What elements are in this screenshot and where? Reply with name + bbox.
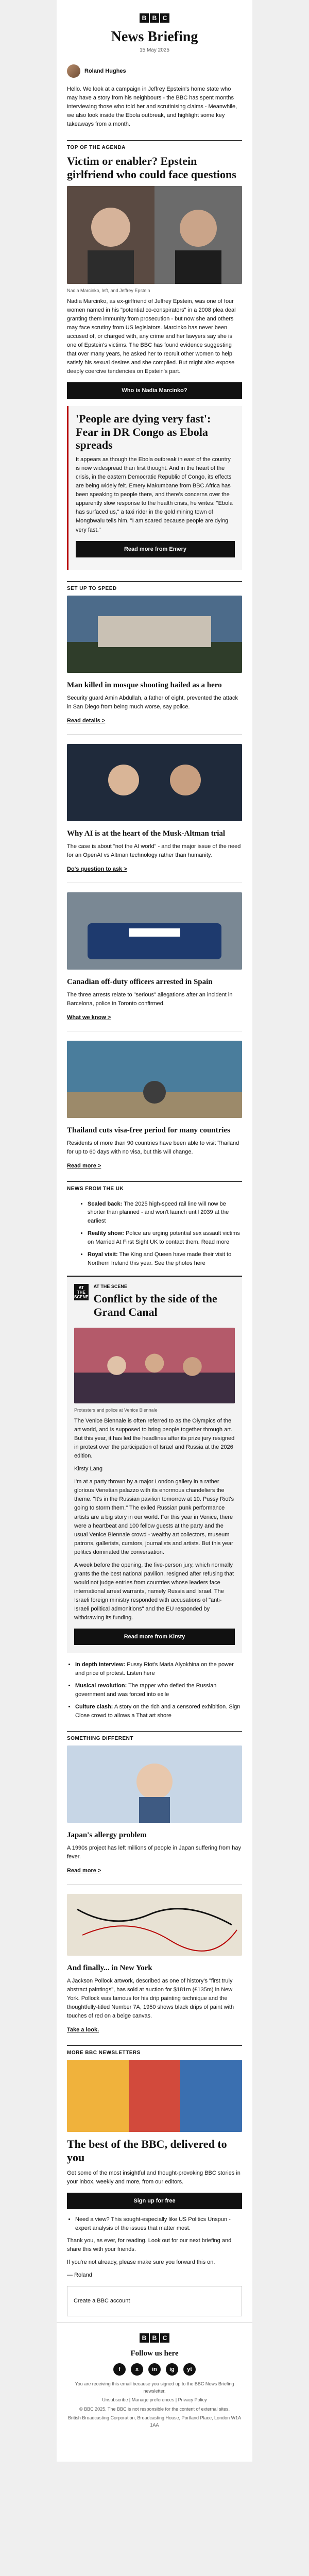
quick4-body: Residents of more than 90 countries have been able to visit Thailand for up to 60 days with no visa, but this will change. [67,1140,239,1155]
footer [57,2323,252,2441]
quick4-headline[interactable]: Thailand cuts visa-free period for many countries [67,1126,230,1134]
list-item-text: Pussy Riot's Maria Alyokhina on the power and price of protest. Listen here [75,1662,234,1676]
inset-body3: A week before the opening, the five-person jury, which normally grants the the best national pavilion, resigned after refusing that would not judge entries from countries whose leaders face international arrest warrants, namely Russia and Israel. The Israeli foreign ministry responded with accusations of "anti-Israeli political admonitions" and the EU responded by withdrawing its funding. [74,1562,234,1621]
quick3-image[interactable] [67,892,242,970]
footer-fine-3: © BBC 2025. The BBC is not responsible for the content of external sites. [79,2406,230,2412]
quick3-headline[interactable]: Canadian off-duty officers arrested in Spain [67,977,213,986]
promo-headline: The best of the BBC, delivered to you [67,2138,227,2164]
inset-tag: AT THE SCENE [93,1284,127,1290]
x-icon[interactable]: x [131,2363,143,2376]
logo-letter-c: C [160,2333,169,2343]
newsletter-date: 15 May 2025 [140,47,169,53]
follow-heading: Follow us here [130,2349,179,2358]
list-item[interactable] [75,1703,242,1720]
list-item-lead: Culture clash: [75,1704,113,1710]
footer-fine-4: British Broadcasting Corporation, Broadcasting House, Portland Place, London W1A 1AA [67,2415,242,2428]
account-promo-label: Create a BBC account [74,2298,130,2304]
more-bullets [67,1660,242,1720]
signoff-name: — Roland [67,2272,92,2279]
promo-signup-button[interactable]: Sign up for free [67,2193,242,2209]
section-label-uk: NEWS FROM THE UK [67,1181,242,1192]
facebook-icon[interactable]: f [113,2363,126,2376]
instagram-icon[interactable]: ig [166,2363,178,2376]
story1-image[interactable] [67,186,242,284]
inset-button[interactable]: Read more from Kirsty [74,1629,235,1645]
promo-image[interactable] [67,2060,242,2132]
story2-box [67,406,242,569]
divider [67,1884,242,1885]
list-item[interactable]: • Need a view? This sought-especially like US Politics Unspun - expert analysis of the issues that matter most. [75,2215,242,2232]
different-body: A 1990s project has left millions of people in Japan suffering from hay fever. [67,1845,241,1860]
quick1-body: Security guard Amin Abdullah, a father of eight, prevented the attack in San Diego from being much worse, say police. [67,694,238,710]
finally-headline[interactable]: And finally... in New York [67,1964,152,1973]
list-item-lead: Reality show: [88,1230,124,1237]
quick3-body: The three arrests relate to "serious" allegations after an incident in Barcelona, police in Toronto confirmed. [67,991,233,1007]
list-item-text: Police are urging potential sex assault victims on Married At First Sight UK to contact them. Read more [88,1230,240,1245]
inset-header-text [94,1284,235,1324]
author-avatar [67,64,80,78]
youtube-icon[interactable]: yt [183,2363,196,2376]
quick1-link[interactable]: Read details > [67,717,106,724]
list-item-text: The 2025 high-speed rail line will now be shorter than planned - and won't launch until 2039 at the earliest [88,1200,229,1224]
quick2-headline[interactable]: Why AI is at the heart of the Musk-Altman trial [67,829,226,838]
linkedin-icon[interactable]: in [148,2363,161,2376]
inset-body1: The Venice Biennale is often referred to as the Olympics of the art world, and is supposed to bring people together through art. But this year, it has led the headlines after its prize jury resigned in protest over the participation of Israel and Russia at the 2026 edition. [74,1418,235,1460]
list-item-lead: Scaled back: [88,1200,123,1207]
quick2-image[interactable] [67,744,242,821]
inset-byline: Kirsty Lang [74,1466,103,1472]
inset-image[interactable] [74,1328,235,1403]
story1-caption: Nadia Marcinko, left, and Jeffrey Epstein [67,287,150,293]
finally-body: A Jackson Pollock artwork, described as one of history's "first truly abstract paintings", has sold at auction for $181m (£135m) in New York. Pollock was famous for his drip painting technique and the thoughtfully-titled Number 7A, 1950 shows black drips of paint with touches of red on a beige canvas. [67,1978,234,2020]
at-the-scene-logo: AT THE SCENE [74,1284,89,1300]
extras-list [67,2215,242,2232]
story2-body: It appears as though the Ebola outbreak in east of the country is now widespread than first thought. And in the heart of the crisis, in the eastern Democratic Republic of Congo, its effects are being widely felt. Emery Makumbane from BBC Africa has been speaking to people there, and there's concerns over the apparently slow response to the health crisis, he writes: "Ebola has surfaced us," a taxi rider in the gold mining town of Mongbwalu tells him. "I am scared because people are dying very fast." [76,456,233,533]
logo-letter-c: C [160,13,169,23]
signoff-p2: If you're not already, please make sure you forward this on. [67,2259,215,2266]
quick3-link[interactable]: What we know > [67,1014,111,1021]
list-item[interactable] [75,1660,242,1677]
different-link[interactable]: Read more > [67,1868,101,1874]
footer-fine-1: You are receiving this email because you signed up to the BBC News Briefing newsletter. [75,2381,234,2394]
inset-header [74,1284,235,1324]
section-label-speed: SET UP TO SPEED [67,581,242,591]
section-label-different: SOMETHING DIFFERENT [67,1731,242,1741]
account-promo[interactable] [67,2286,242,2316]
logo-letter-b2: B [150,13,159,23]
story1-headline[interactable]: Victim or enabler? Epstein girlfriend who could face questions [67,155,236,181]
author-name: Roland Hughes [84,68,126,74]
list-item[interactable] [88,1200,242,1226]
list-item[interactable] [88,1229,242,1246]
divider [67,734,242,735]
quick1-image[interactable] [67,596,242,673]
at-the-scene-inset [67,1276,242,1653]
inset-body2: I'm at a party thrown by a major London gallery in a rather glorious Venetian palazzo with its enormous chandeliers the theme. "It's in the Russian pavilion tomorrow at 10. Pussy Riot's going to storm them." The exiled Russian punk performance artists are a big story in our world. For this year in Venice, there were a heartbeat and 100 fellow guests at the party and the usual Venice Biennale crowd - wealthy art collectors, museum patrons, gallerists, curators, journalists and artists. But this year politics dominated the conversation. [74,1479,234,1555]
list-item-lead: Musical revolution: [75,1683,127,1689]
story2-button[interactable]: Read more from Emery [76,541,235,557]
masthead [57,0,252,58]
social-links [67,2363,242,2376]
intro-paragraph: Hello. We look at a campaign in Jeffrey Epstein's home state who may have a story from his neighbours - the BBC has spent months interviewing those who told her and scrutinising claims - Meanwhile, we also look inside the Ebola outbreak, and highlight some key takeaways from a month. [67,86,237,128]
inset-headline[interactable]: Conflict by the side of the Grand Canal [93,1292,217,1318]
logo-letter-b2: B [150,2333,159,2343]
quick1-headline[interactable]: Man killed in mosque shooting hailed as a hero [67,681,222,689]
bbc-logo[interactable] [67,13,242,23]
list-item-text: The King and Queen have made their visit to Northern Ireland this year. See the photos here [88,1251,232,1266]
newsletter-container [57,0,252,2462]
uk-news-list [67,1200,242,1268]
list-item-lead: Royal visit: [88,1251,118,1258]
list-item-lead: In depth interview: [75,1662,126,1668]
story1-button[interactable]: Who is Nadia Marcinko? [67,382,242,399]
inset-caption: Protesters and police at Venice Biennale [74,1408,158,1413]
list-item-text: A story on the rich and a censored exhibition. Sign Close crowd to allows a That art shore [75,1704,241,1719]
list-item[interactable] [75,1682,242,1699]
logo-letter-b1: B [140,2333,149,2343]
story1-body: Nadia Marcinko, as ex-girlfriend of Jeffrey Epstein, was one of four women named in his "potential co-conspirators" in a 2008 plea deal granting them immunity from prosecution - but now she and others may face scrutiny from US legislators. Marcinko has never been accused of, or charged with, any crime and her lawyers say she is one of Epstein's victims. The BBC has found evidence suggesting that over many years, he asked her to recruit other women to help satisfy his sexual desires and she complied. But might also expose deeply coercive tendencies on Epstein's part. [67,298,236,375]
quick4-image[interactable] [67,1041,242,1118]
footer-fine-2[interactable]: Unsubscribe | Manage preferences | Privacy Policy [102,2397,207,2403]
section-label-more: MORE BBC NEWSLETTERS [67,2045,242,2056]
quick2-body: The case is about "not the AI world" - and the major issue of the need for an OpenAI vs Altman technology rather than humanity. [67,843,241,858]
list-item[interactable] [88,1250,242,1267]
signoff-p1: Thank you, as ever, for reading. Look out for our next briefing and share this with your friends. [67,2238,232,2253]
quick2-link[interactable]: Do's question to ask > [67,866,127,872]
logo-letter-b1: B [140,13,149,23]
newsletter-title: News Briefing [111,29,198,45]
different-image[interactable] [67,1745,242,1823]
different-headline[interactable]: Japan's allergy problem [67,1831,147,1840]
story2-headline[interactable]: 'People are dying very fast': Fear in DR Congo as Ebola spreads [76,412,211,451]
author-byline [57,58,252,81]
finally-image[interactable] [67,1894,242,1956]
list-item-text: The rapper who defied the Russian government and was forced into exile [75,1683,217,1698]
section-label-top: TOP OF THE AGENDA [67,140,242,150]
promo-body: Get some of the most insightful and thought-provoking BBC stories in your inbox, weekly and more, from our editors. [67,2170,241,2185]
quick4-link[interactable]: Read more > [67,1162,101,1169]
footer-bbc-logo[interactable] [67,2333,242,2343]
finally-link[interactable]: Take a look. [67,2027,99,2033]
